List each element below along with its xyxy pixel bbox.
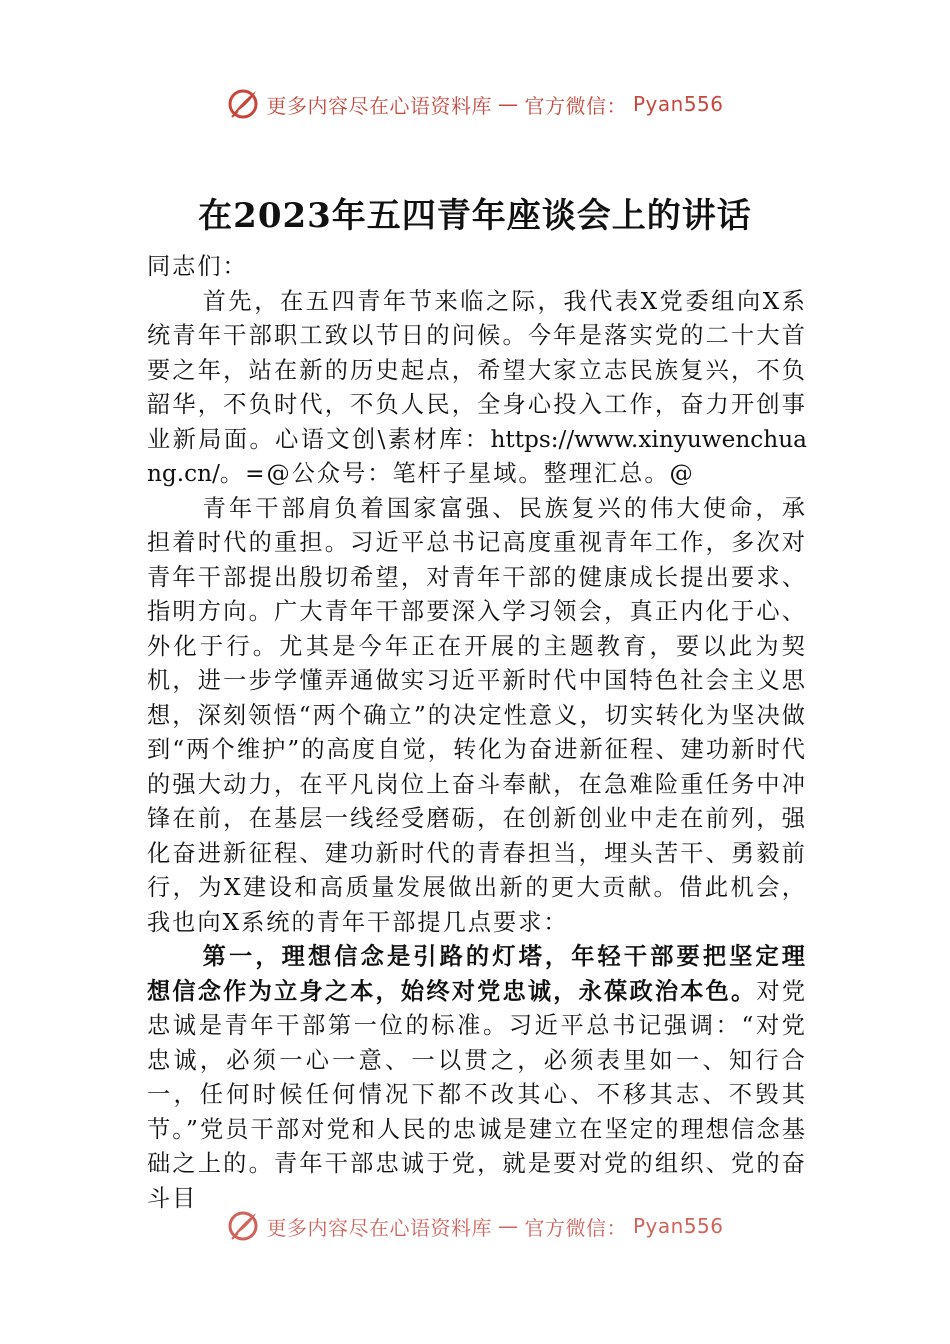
footer-watermark-banner bbox=[0, 1206, 950, 1246]
salutation: 同志们： bbox=[147, 253, 248, 280]
header-watermark-banner bbox=[0, 84, 950, 124]
document-title: 在2023年五四青年座谈会上的讲话 bbox=[198, 196, 752, 236]
paragraph-2: 青年干部肩负着国家富强、民族复兴的伟大使命，承担着时代的重担。习近平总书记高度重视青年工作，多次对青年干部提出殷切希望，对青年干部的健康成长提出要求、指明方向。广大青年干部要深入学习领会，真正内化于心、外化于行。尤其是今年正在开展的主题教育，要以此为契机，进一步学懂弄通做实习近平新时代中国特色社会主义思想，深刻领悟“两个确立”的决定性意义，切实转化为坚决做到“两个维护”的高度自觉，转化为奋进新征程、建功新时代的强大动力，在平凡岗位上奋斗奉献，在急难险重任务中冲锋在前，在基层一线经受磨砺，在创新创业中走在前列，强化奋进新征程、建功新时代的青春担当，埋头苦干、勇毅前行，为X建设和高质量发展做出新的更大贡献。借此机会，我也向X系统的青年干部提几点要求： bbox=[147, 494, 807, 936]
footer-banner-wechat-label: 官方微信： bbox=[524, 1215, 627, 1240]
footer-banner-text: 更多内容尽在心语资料库 bbox=[266, 1215, 492, 1240]
footer-banner-wechat-id: Pyan556 bbox=[632, 1214, 724, 1238]
footer-banner-dash: — bbox=[497, 1214, 519, 1238]
paragraph-1-text: 首先，在五四青年节来临之际，我代表X党委组向X系统青年干部职工致以节日的问候。今年是落实党的二十大首要之年，站在新的历史起点，希望大家立志民族复兴，不负韶华，不负时代，不负人民，全身心投入工作，奋力开创事业新局面。心语文创\素材库： bbox=[147, 287, 807, 453]
paragraph-1 bbox=[147, 285, 807, 492]
paragraph-3-heading: 第一，理想信念是引路的灯塔，年轻干部要把坚定理想信念作为立身之本，始终对党忠诚，永葆政治本色。 bbox=[147, 943, 807, 1005]
document-body bbox=[147, 250, 807, 1216]
paragraph-3 bbox=[147, 940, 807, 1216]
paragraph-1-url: https://www.xinyuwenchuang.cn/ bbox=[147, 425, 807, 487]
paragraph-3-text: 对党忠诚是青年干部第一位的标准。习近平总书记强调：“对党忠诚，必须一心一意、一以贯之，必须表里如一、知行合一，任何时候任何情况下都不改其心、不移其志、不毁其节。”党员干部对党和人民的忠诚是建立在坚定的理想信念基础之上的。青年干部忠诚于党，就是要对党的组织、党的奋斗目 bbox=[147, 977, 808, 1212]
paragraph-1-tail: 。=@公众号：笔杆子星域。整理汇总。@ bbox=[219, 460, 695, 487]
banner-dash: — bbox=[497, 92, 519, 116]
banner-wechat-id: Pyan556 bbox=[632, 92, 724, 116]
banner-text: 更多内容尽在心语资料库 bbox=[266, 93, 492, 118]
banner-wechat-label: 官方微信： bbox=[524, 93, 627, 118]
quill-logo-icon bbox=[226, 1209, 260, 1243]
quill-logo-icon bbox=[226, 87, 260, 121]
